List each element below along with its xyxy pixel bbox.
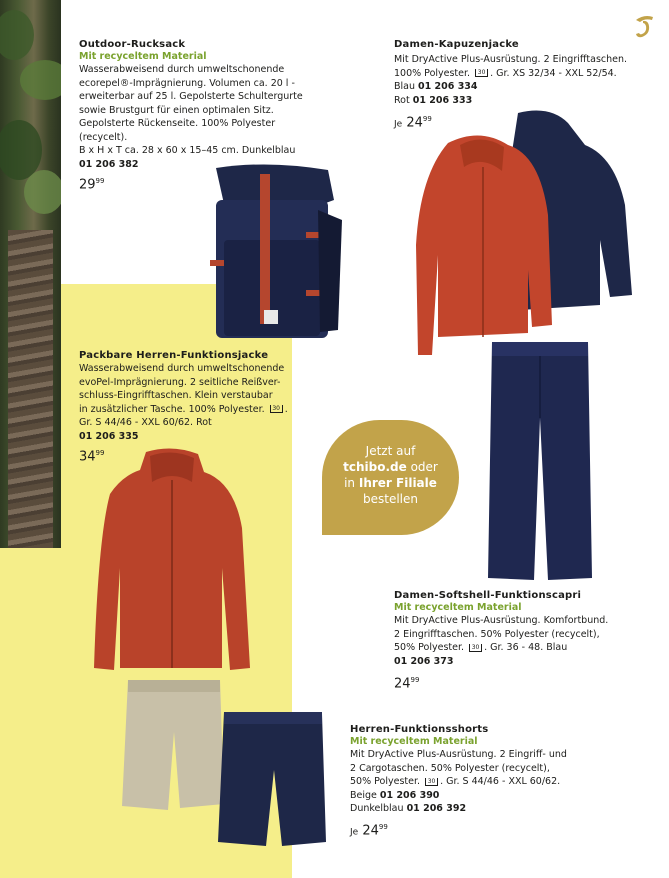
capri-line-1: Mit DryActive Plus-Ausrüstung. Komfortbund. bbox=[394, 615, 609, 626]
hoodie-image bbox=[410, 105, 635, 360]
jacket-line-2: evoPel-Imprägnierung. 2 seitliche Reißver- bbox=[79, 376, 281, 388]
backpack-line-3: erweiterbar auf 25 l. Gepolsterte Schultergurte bbox=[79, 91, 303, 102]
wash-30-icon: 30 bbox=[475, 69, 488, 77]
capri-info bbox=[394, 589, 664, 692]
shorts-price: Je $24^{99}$ bbox=[350, 822, 388, 838]
jacket-line-4: in zusätzlicher Tasche. 100% Polyester. 30 . bbox=[79, 403, 288, 415]
jacket-line-3: schluss-Eingrifftaschen. Klein verstaubar bbox=[79, 390, 273, 401]
jacket-price: $34^{99}$ bbox=[79, 449, 105, 465]
backpack-title: Outdoor-Rucksack bbox=[79, 39, 186, 50]
shorts-beige-variant: Beige 01 206 390 bbox=[350, 789, 440, 801]
shorts-recycled-tag: Mit recyceltem Material bbox=[350, 736, 478, 747]
hoodie-title: Damen-Kapuzenjacke bbox=[394, 39, 519, 50]
capri-pants-image bbox=[484, 338, 594, 583]
wash-30-icon: 30 bbox=[270, 405, 283, 413]
shorts-line-1: Mit DryActive Plus-Ausrüstung. 2 Eingriff- und bbox=[350, 749, 567, 760]
backpack-recycled-tag: Mit recyceltem Material bbox=[79, 51, 207, 62]
hoodie-line-2: 100% Polyester. 30 . Gr. XS 32/34 - XXL 52/54. bbox=[394, 67, 617, 79]
hoodie-line-1: Mit DryActive Plus-Ausrüstung. 2 Eingrifftaschen. bbox=[394, 54, 628, 65]
hoodie-blue-article: 01 206 334 bbox=[418, 81, 478, 92]
tree-photo bbox=[0, 0, 61, 548]
badge-line-2: tchibo.de oder bbox=[343, 460, 438, 474]
backpack-line-6: B x H x T ca. 28 x 60 x 15–45 cm. Dunkelblau bbox=[79, 145, 296, 156]
capri-title: Damen-Softshell-Funktionscapri bbox=[394, 590, 582, 601]
backpack-line-2: ecorepel®-Imprägnierung. Volumen ca. 20 l - bbox=[79, 77, 295, 89]
badge-line-4: bestellen bbox=[363, 492, 418, 506]
capri-line-3: 50% Polyester. 30 . Gr. 36 - 48. Blau bbox=[394, 642, 568, 653]
capri-line-2: 2 Eingrifftaschen. 50% Polyester (recycelt), bbox=[394, 628, 600, 640]
hoodie-price: Je $24^{99}$ bbox=[394, 115, 432, 131]
capri-recycled-tag: Mit recyceltem Material bbox=[394, 602, 522, 613]
backpack-price: $29^{99}$ bbox=[79, 177, 105, 193]
shorts-image bbox=[120, 676, 330, 848]
jacket-line-5: Gr. S 44/46 - XXL 60/62. Rot bbox=[79, 417, 212, 428]
shorts-line-2: 2 Cargotaschen. 50% Polyester (recycelt), bbox=[350, 762, 550, 774]
badge-line-3: in Ihrer Filiale bbox=[344, 476, 437, 490]
hoodie-blue-variant: Blau 01 206 334 bbox=[394, 81, 478, 92]
backpack-line-4: sowie Brustgurt für einen optimalen Sitz. bbox=[79, 104, 274, 116]
backpack-line-1: Wasserabweisend durch umweltschonende bbox=[79, 64, 285, 75]
capri-article-number: 01 206 373 bbox=[394, 655, 454, 667]
backpack-line-5: Gepolsterte Rückenseite. 100% Polyester (recycelt). bbox=[79, 118, 276, 143]
shorts-beige-article: 01 206 390 bbox=[379, 789, 440, 801]
tchibo-logo-icon bbox=[632, 12, 656, 40]
backpack-article-number: 01 206 382 bbox=[79, 158, 139, 170]
capri-price: $24^{99}$ bbox=[394, 676, 420, 692]
wash-30-icon: 30 bbox=[425, 778, 438, 786]
shorts-title: Herren-Funktionsshorts bbox=[350, 724, 489, 735]
hoodie-red-article: 01 206 333 bbox=[412, 94, 473, 106]
jacket-title: Packbare Herren-Funktionsjacke bbox=[79, 350, 269, 361]
jacket-image bbox=[92, 448, 252, 676]
wash-30-icon: 30 bbox=[469, 644, 482, 652]
badge-line-1: Jetzt auf bbox=[365, 444, 416, 458]
hoodie-red-variant: Rot 01 206 333 bbox=[394, 94, 473, 106]
order-online-badge bbox=[322, 420, 459, 535]
jacket-article-number: 01 206 335 bbox=[79, 430, 139, 442]
backpack-image bbox=[188, 160, 348, 342]
shorts-info bbox=[350, 723, 650, 840]
shorts-navy-variant: Dunkelblau 01 206 392 bbox=[350, 803, 467, 814]
shorts-navy-article: 01 206 392 bbox=[406, 803, 467, 814]
jacket-line-1: Wasserabweisend durch umweltschonende bbox=[79, 363, 285, 374]
shorts-line-3: 50% Polyester. 30 . Gr. S 44/46 - XXL 60/62. bbox=[350, 776, 561, 787]
